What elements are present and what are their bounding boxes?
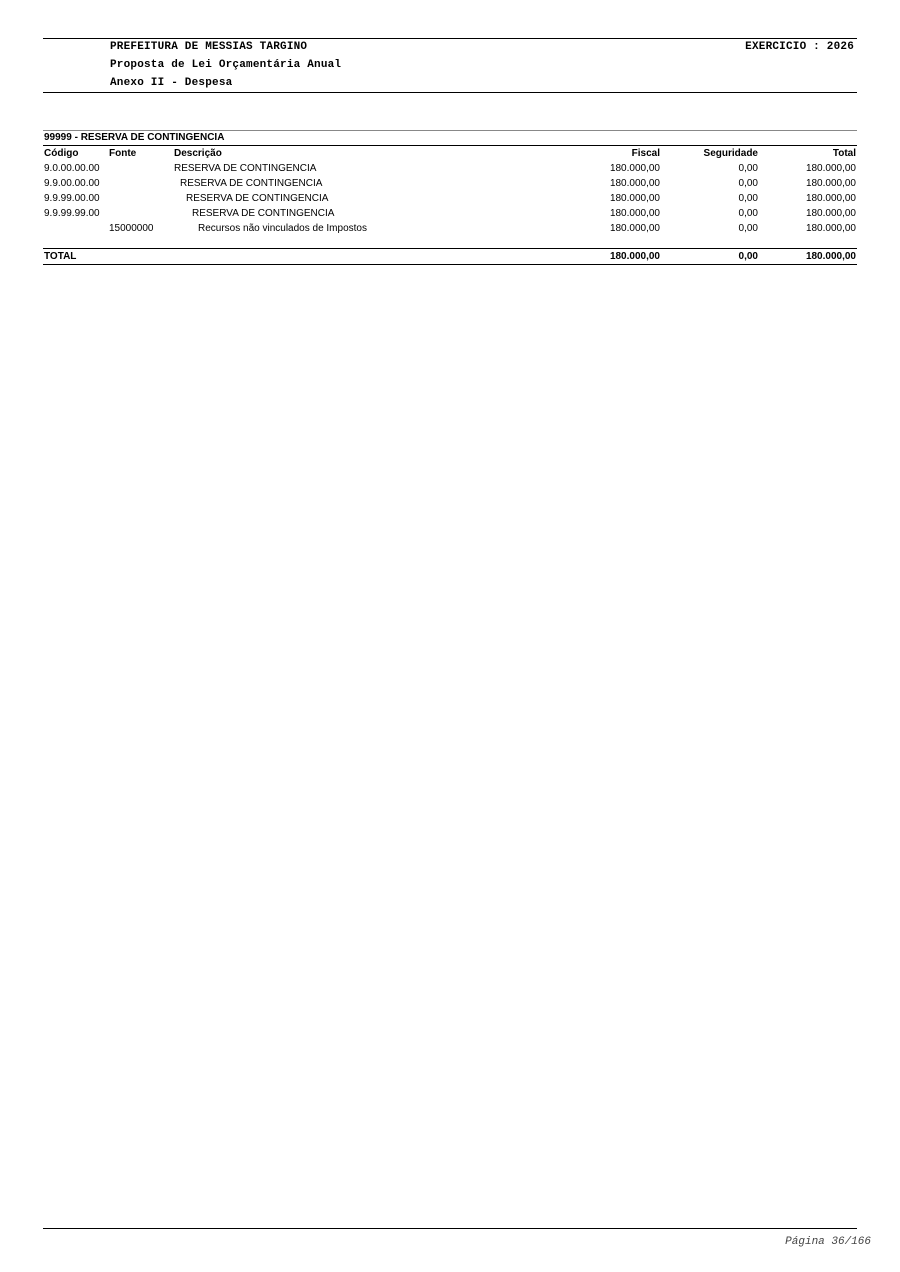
row-seguridade: 0,00	[738, 178, 758, 189]
row-fiscal: 180.000,00	[609, 208, 660, 219]
exercise-year: EXERCICIO : 2026	[745, 41, 854, 53]
row-codigo: 9.9.00.00.00	[44, 178, 100, 189]
table-row	[0, 221, 900, 236]
section-title: 99999 - RESERVA DE CONTINGENCIA	[44, 132, 225, 143]
table-row	[0, 191, 900, 206]
section-top-rule	[43, 130, 857, 131]
header-top-rule	[43, 38, 857, 39]
row-seguridade: 0,00	[738, 163, 758, 174]
row-seguridade: 0,00	[738, 223, 758, 234]
annex-title: Anexo II - Despesa	[110, 77, 233, 89]
row-seguridade: 0,00	[738, 208, 758, 219]
col-header-codigo: Código	[44, 148, 79, 159]
row-total: 180.000,00	[805, 193, 856, 204]
row-fiscal: 180.000,00	[609, 223, 660, 234]
footer-rule	[43, 1228, 857, 1229]
row-fonte: 15000000	[109, 223, 154, 234]
table-row	[0, 176, 900, 191]
row-fiscal: 180.000,00	[609, 163, 660, 174]
col-header-fiscal: Fiscal	[631, 148, 660, 159]
row-total: 180.000,00	[805, 208, 856, 219]
col-header-fonte: Fonte	[109, 148, 137, 159]
row-descricao: RESERVA DE CONTINGENCIA	[174, 163, 317, 174]
row-descricao: Recursos não vinculados de Impostos	[198, 223, 367, 234]
row-descricao: RESERVA DE CONTINGENCIA	[186, 193, 329, 204]
header-bottom-rule	[43, 92, 857, 93]
row-total: 180.000,00	[805, 223, 856, 234]
row-total: 180.000,00	[805, 178, 856, 189]
row-codigo: 9.9.99.00.00	[44, 193, 100, 204]
report-subtitle: Proposta de Lei Orçamentária Anual	[110, 59, 342, 71]
col-header-seguridade: Seguridade	[703, 148, 758, 159]
total-bottom-rule	[43, 264, 857, 265]
col-header-total: Total	[832, 148, 856, 159]
total-row	[0, 249, 900, 264]
total-total: 180.000,00	[805, 251, 856, 262]
org-name: PREFEITURA DE MESSIAS TARGINO	[110, 41, 308, 53]
table-header-row	[0, 146, 900, 161]
row-total: 180.000,00	[805, 163, 856, 174]
row-fiscal: 180.000,00	[609, 193, 660, 204]
row-seguridade: 0,00	[738, 193, 758, 204]
total-fiscal: 180.000,00	[609, 251, 660, 262]
row-codigo: 9.9.99.99.00	[44, 208, 100, 219]
table-row	[0, 161, 900, 176]
total-seguridade: 0,00	[738, 251, 758, 262]
row-descricao: RESERVA DE CONTINGENCIA	[192, 208, 335, 219]
row-codigo: 9.0.00.00.00	[44, 163, 100, 174]
total-label: TOTAL	[44, 251, 77, 262]
row-fiscal: 180.000,00	[609, 178, 660, 189]
page-number: Página 36/166	[785, 1236, 871, 1248]
row-descricao: RESERVA DE CONTINGENCIA	[180, 178, 323, 189]
table-row	[0, 206, 900, 221]
col-header-descricao: Descrição	[174, 148, 222, 159]
